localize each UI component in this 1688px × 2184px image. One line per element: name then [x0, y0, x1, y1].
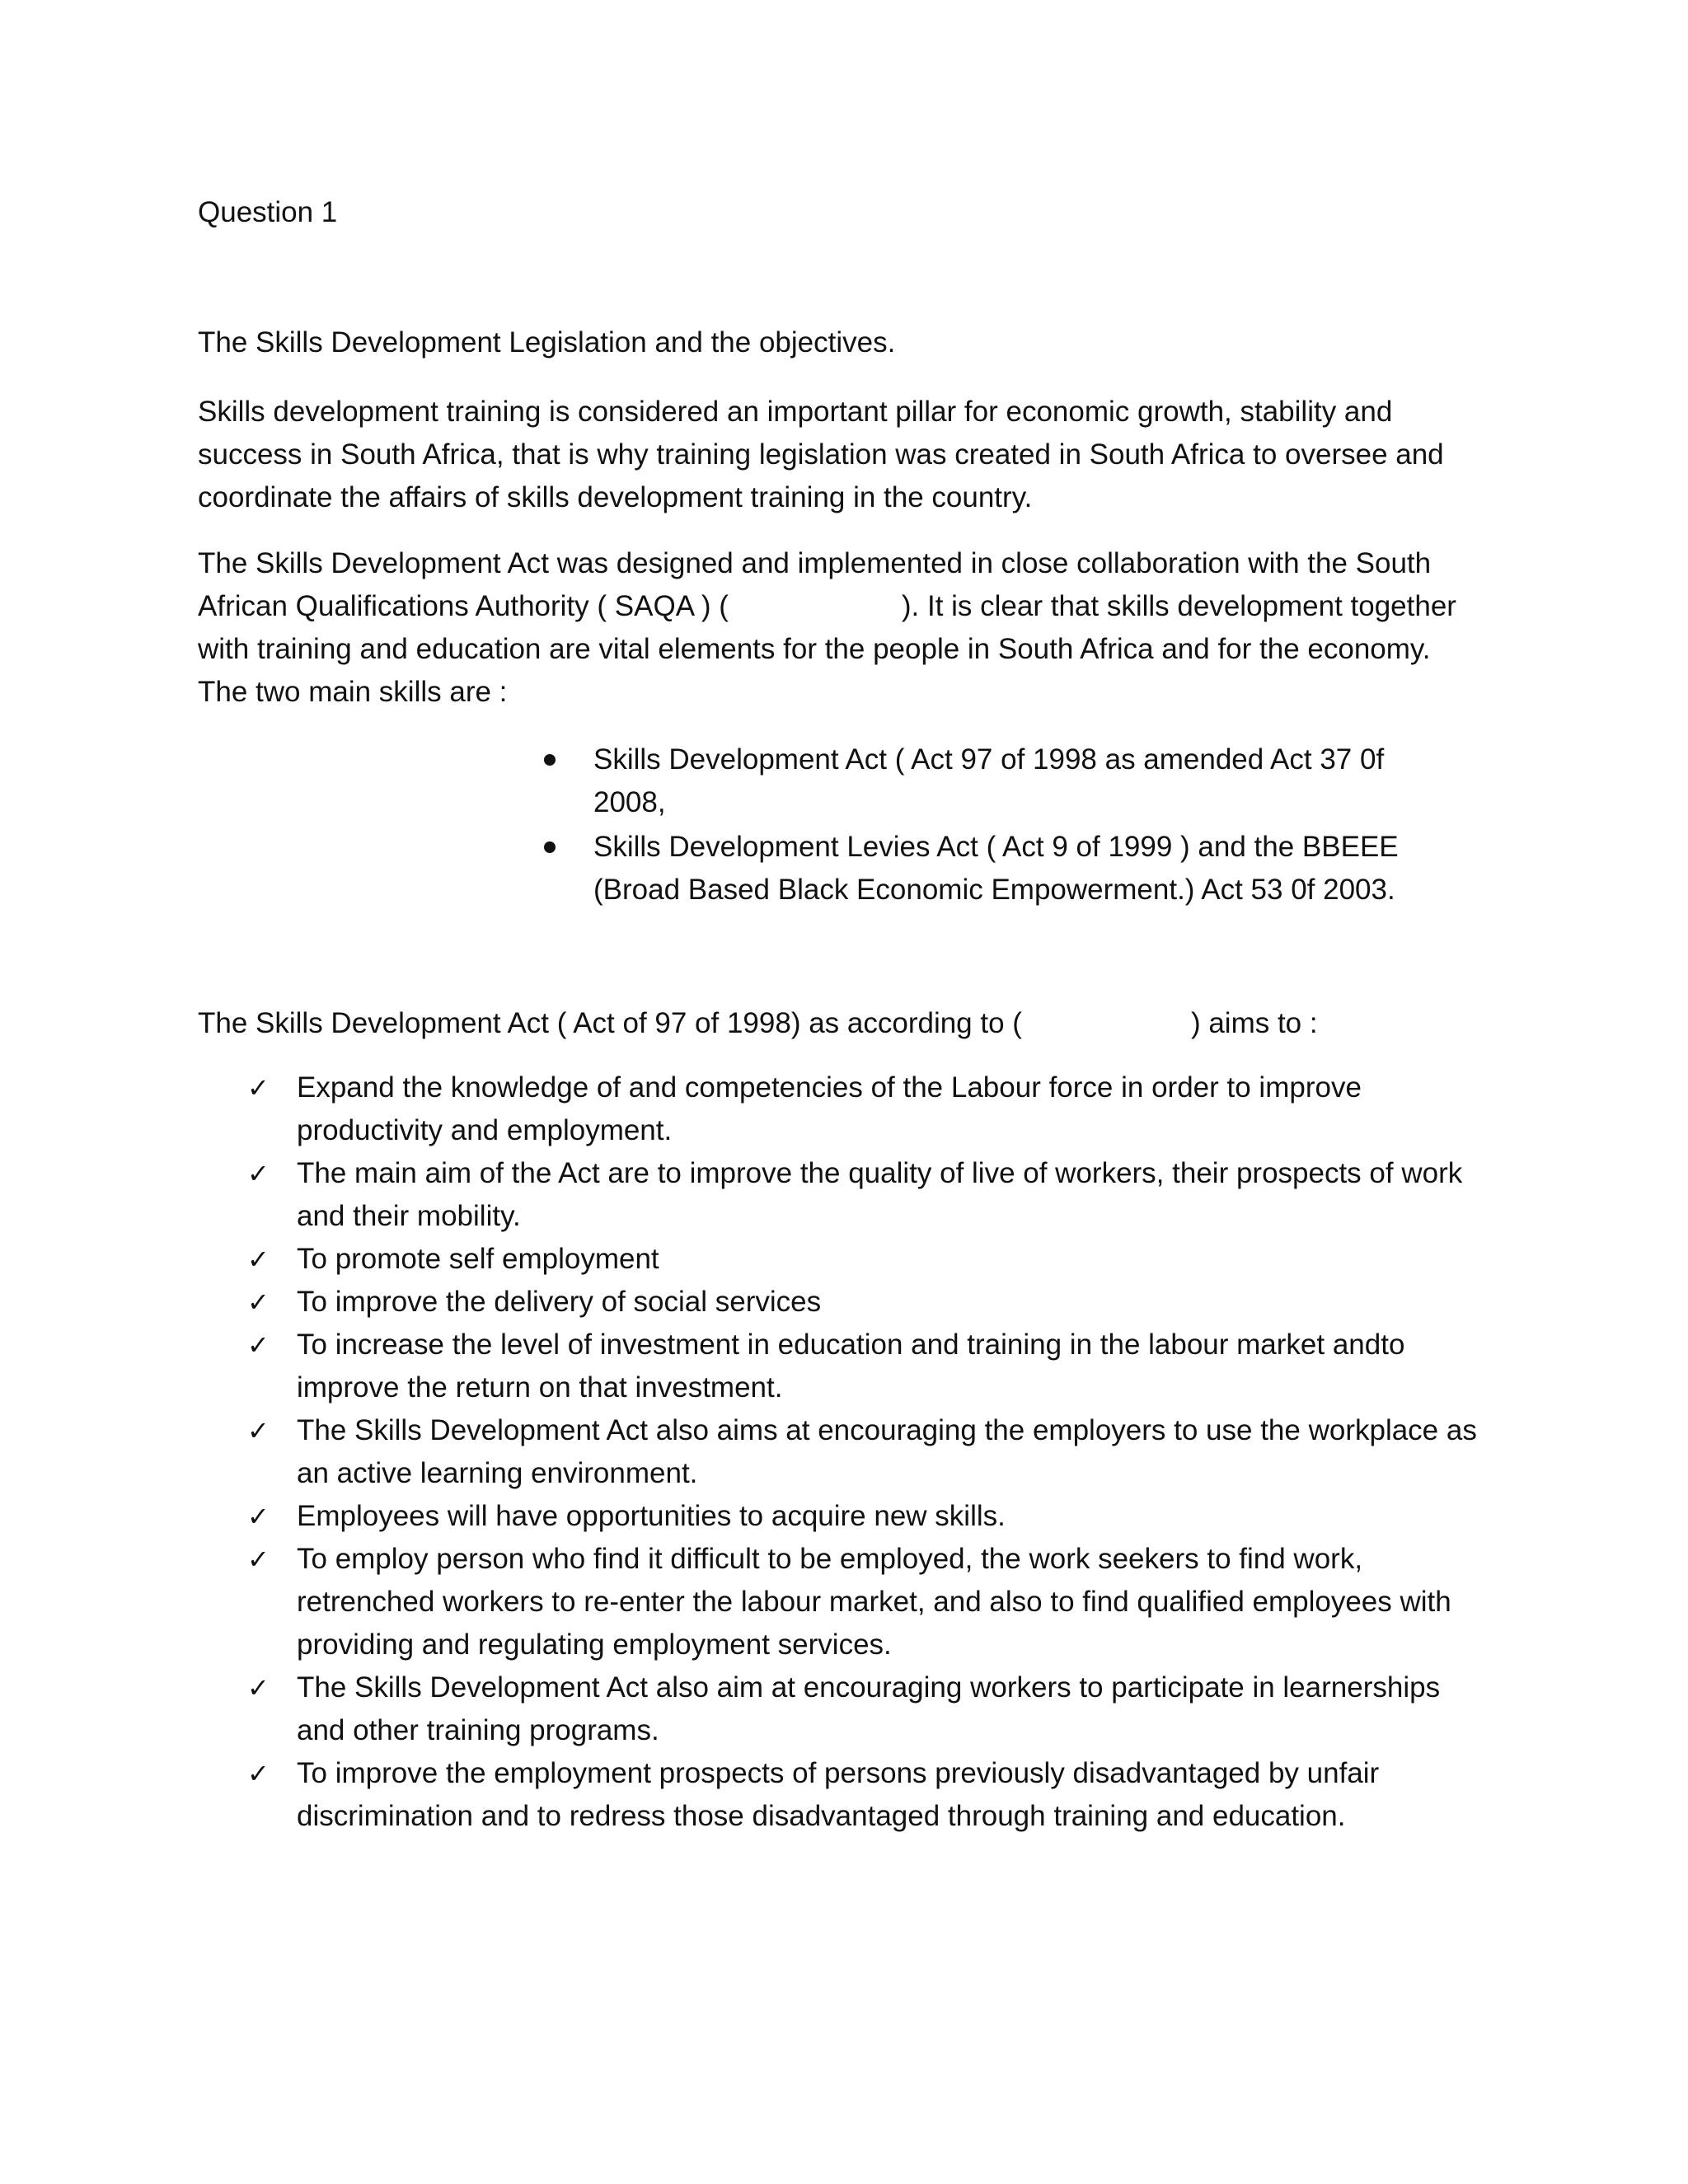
checkmark-icon: ✓: [247, 1286, 270, 1318]
list-item-text: Skills Development Act ( Act 97 of 1998 as amended Act 37 0f 2008,: [593, 743, 1385, 818]
checkmark-icon: ✓: [247, 1544, 270, 1575]
list-item: [247, 1152, 1492, 1238]
list-item: [247, 1495, 1492, 1538]
checkmark-icon: ✓: [247, 1244, 270, 1275]
list-item-text: To improve the employment prospects of persons previously disadvantaged by unfair discrimination and to redress those disadvantaged through training and education.: [297, 1757, 1380, 1832]
list-item-text: To increase the level of investment in education and training in the labour market andto improve the return on that investment.: [297, 1329, 1405, 1404]
checkmark-icon: ✓: [247, 1158, 270, 1189]
section-title: The Skills Development Legislation and the objectives.: [198, 326, 896, 359]
saqa-paragraph: [198, 542, 1484, 714]
bullet-icon: [544, 841, 556, 853]
list-item-text: To promote self employment: [297, 1243, 659, 1275]
saqa-paragraph-end: ). It is clear that skills development together with training and education are vital elements for the people in South Africa and for the economy. The two main skills are :: [198, 590, 1456, 708]
aims-intro-start: The Skills Development Act ( Act of 97 of 1998) as according to (: [198, 1007, 1022, 1039]
list-item: [247, 1752, 1492, 1838]
list-item-text: To employ person who find it difficult to be employed, the work seekers to find work, retrenched workers to re-enter the labour market, and also to find qualified employees with providing and regulating employment services.: [297, 1543, 1451, 1661]
list-item: [536, 826, 1451, 912]
list-item-text: Skills Development Levies Act ( Act 9 of 1999 ) and the BBEEE (Broad Based Black Economic Empowerment.) Act 53 0f 2003.: [593, 831, 1399, 906]
checkmark-icon: ✓: [247, 1758, 270, 1789]
main-skills-list: [536, 738, 1451, 913]
aims-intro-end: ) aims to :: [1190, 1007, 1318, 1039]
list-item-text: The Skills Development Act also aim at encouraging workers to participate in learnerships and other training programs.: [297, 1671, 1441, 1746]
saqa-paragraph-start: The Skills Development Act was designed and implemented in close collaboration with the South African Qualifications Authority ( SAQA ) (: [198, 547, 1432, 622]
list-item: [247, 1324, 1492, 1409]
intro-paragraph: Skills development training is considered an important pillar for economic growth, stability and success in South Africa, that is why training legislation was created in South Africa to oversee and coordinate the affairs of skills development training in the country.: [198, 396, 1444, 513]
bullet-icon: [544, 754, 556, 766]
list-item: [247, 1238, 1492, 1281]
list-item-text: Employees will have opportunities to acquire new skills.: [297, 1500, 1006, 1532]
list-item-text: Expand the knowledge of and competencies of the Labour force in order to improve productivity and employment.: [297, 1071, 1362, 1146]
checkmark-icon: ✓: [247, 1072, 270, 1104]
list-item: [247, 1281, 1492, 1324]
list-item: [247, 1538, 1492, 1666]
list-item: [247, 1409, 1492, 1495]
checkmark-icon: ✓: [247, 1672, 270, 1704]
list-item: [536, 738, 1451, 824]
list-item-text: The main aim of the Act are to improve the quality of live of workers, their prospects of work and their mobility.: [297, 1157, 1463, 1232]
question-heading: Question 1: [198, 196, 338, 228]
checkmark-icon: ✓: [247, 1329, 270, 1361]
checkmark-icon: ✓: [247, 1415, 270, 1446]
checkmark-icon: ✓: [247, 1501, 270, 1532]
list-item-text: The Skills Development Act also aims at encouraging the employers to use the workplace as an active learning environment.: [297, 1414, 1477, 1489]
list-item: [247, 1666, 1492, 1752]
list-item-text: To improve the delivery of social services: [297, 1286, 822, 1318]
aims-checklist: [247, 1066, 1492, 1838]
aims-intro-paragraph: [198, 1002, 1484, 1045]
list-item: [247, 1066, 1492, 1152]
